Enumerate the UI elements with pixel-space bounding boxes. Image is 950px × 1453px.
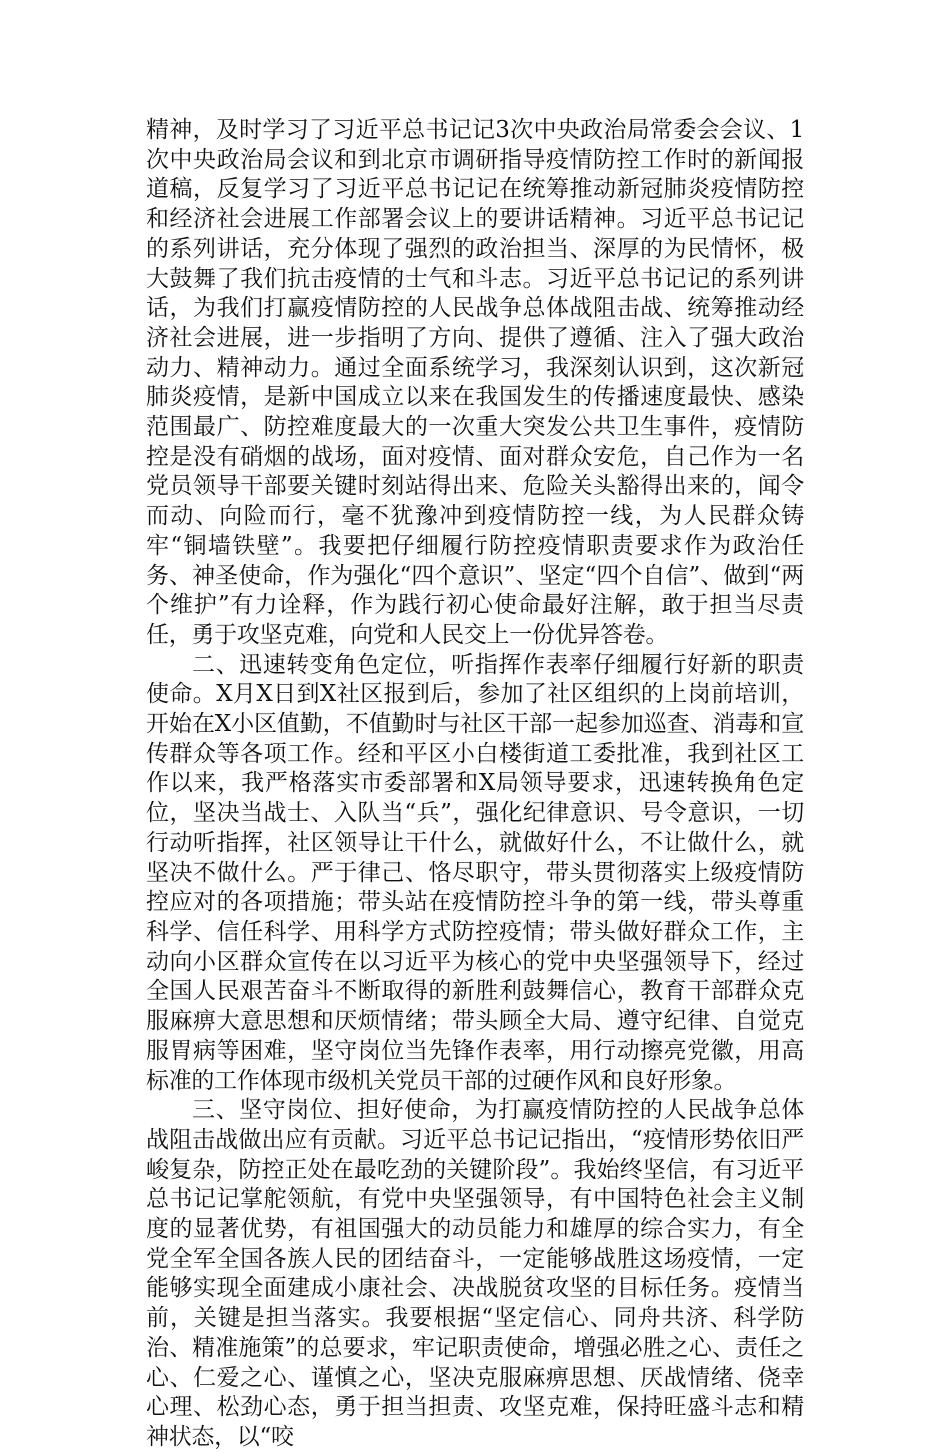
document-page <box>146 116 804 1453</box>
paragraph-1: 精神，及时学习了习近平总书记记3次中央政治局常委会会议、1次中央政治局会议和到北京市调研指导疫情防控工作时的新闻报道稿，反复学习了习近平总书记记在统筹推动新冠肺炎疫情防控和经济社会进展工作部署会议上的要讲话精神。习近平总书记记的系列讲话，充分体现了强烈的政治担当、深厚的为民情怀，极大鼓舞了我们抗击疫情的士气和斗志。习近平总书记记的系列讲话，为我们打赢疫情防控的人民战争总体战阻击战、统筹推动经济社会进展，进一步指明了方向、提供了遵循、注入了强大政治动力、精神动力。通过全面系统学习，我深刻认识到，这次新冠肺炎疫情，是新中国成立以来在我国发生的传播速度最快、感染范围最广、防控难度最大的一次重大突发公共卫生事件，疫情防控是没有硝烟的战场，面对疫情、面对群众安危，自己作为一名党员领导干部要关键时刻站得出来、危险关头豁得出来的，闻令而动、向险而行，毫不犹豫冲到疫情防控一线，为人民群众铸牢“铜墙铁壁”。我要把仔细履行防控疫情职责要求作为政治任务、神圣使命，作为强化“四个意识”、坚定“四个自信”、做到“两个维护”有力诠释，作为践行初心使命最好注解，敢于担当尽责任，勇于攻坚克难，向党和人民交上一份优异答卷。 <box>146 117 804 648</box>
paragraph-3: 三、坚守岗位、担好使命，为打赢疫情防控的人民战争总体战阻击战做出应有贡献。习近平总书记记指出，“疫情形势依旧严峻复杂，防控正处在最吃劲的关键阶段”。我始终坚信，有习近平总书记记掌舵领航，有党中央坚强领导，有中国特色社会主义制度的显著优势，有祖国强大的动员能力和雄厚的综合实力，有全党全军全国各族人民的团结奋斗，一定能够战胜这场疫情，一定能够实现全面建成小康社会、决战脱贫攻坚的目标任务。疫情当前，关键是担当落实。我要根据“坚定信心、同舟共济、科学防治、精准施策”的总要求，牢记职责使命，增强必胜之心、责任之心、仁爱之心、谨慎之心，坚决克服麻痹思想、厌战情绪、侥幸心理、松劲心态，勇于担当担责、攻坚克难，保持旺盛斗志和精神状态，以“咬 <box>146 1097 804 1450</box>
paragraph-2: 二、迅速转变角色定位，听指挥作表率仔细履行好新的职责使命。X月X日到X社区报到后，参加了社区组织的上岗前培训，开始在X小区值勤，不值勤时与社区干部一起参加巡查、消毒和宣传群众等各项工作。经和平区小白楼街道工委批准，我到社区工作以来，我严格落实市委部署和X局领导要求，迅速转换角色定位，坚决当战士、入队当“兵”，强化纪律意识、号令意识，一切行动听指挥，社区领导让干什么，就做好什么，不让做什么，就坚决不做什么。严于律己、恪尽职守，带头贯彻落实上级疫情防控应对的各项措施；带头站在疫情防控斗争的第一线，带头尊重科学、信任科学、用科学方式防控疫情；带头做好群众工作，主动向小区群众宣传在以习近平为核心的党中央坚强领导下，经过全国人民艰苦奋斗不断取得的新胜利鼓舞信心，教育干部群众克服麻痹大意思想和厌烦情绪；带头顾全大局、遵守纪律、自觉克服胃病等困难，坚守岗位当先锋作表率，用行动擦亮党徽，用高标准的工作体现市级机关党员干部的过硬作风和良好形象。 <box>146 651 804 1094</box>
